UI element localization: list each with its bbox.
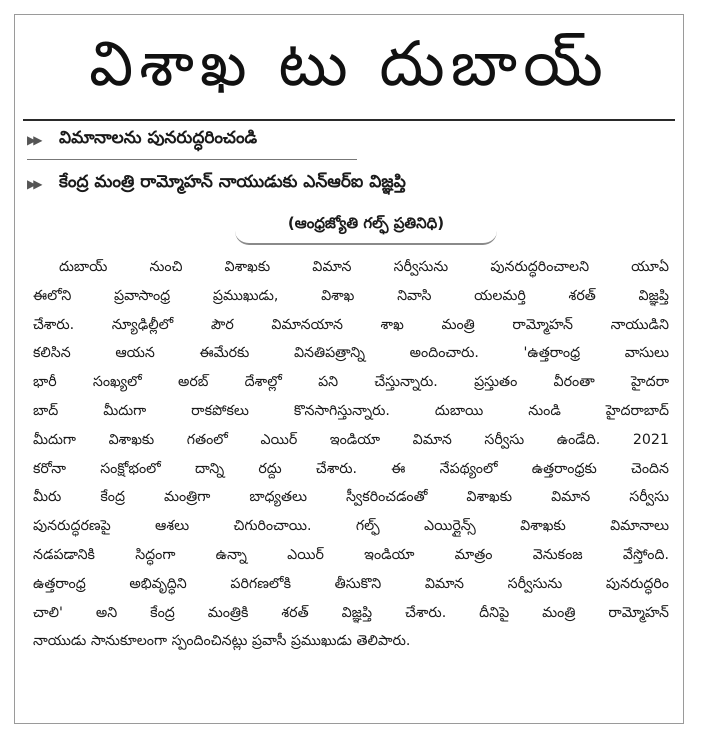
body-line: చాలి' అని కేంద్ర మంత్రికి శరత్ విజ్ఞప్తి చేశారు. దీనిపై మంత్రి రామ్మోహన్: [33, 604, 669, 621]
body-line: పునరుద్ధరణపై ఆశలు చిగురించాయి. గల్ఫ్ ఎయిర్లైన్స్ విశాఖకు విమానాలు: [33, 518, 669, 535]
body-line: దుబాయ్ నుంచి విశాఖకు విమాన సర్వీసును పునరుద్ధరించాలని యూఏ: [59, 259, 669, 275]
deck-text-2: కేంద్ర మంత్రి రామ్మోహన్ నాయుడుకు ఎన్ఆర్ఐ విజ్ఞప్తి: [59, 172, 406, 192]
body-line: బాద్ మీదుగా రాకపోకలు కొనసాగిస్తున్నారు. దుబాయి నుండి హైదరాబాద్: [33, 402, 669, 419]
double-arrow-icon: ▶▶: [27, 177, 40, 191]
body-line: కరోనా సంక్షోభంలో దాన్ని రద్దు చేశారు. ఈ నేపథ్యంలో ఉత్తరాంధ్రకు చెందిన: [33, 460, 669, 477]
headline-divider: [23, 119, 675, 121]
body-line: చేశారు. న్యూఢిల్లీలో పౌర విమానయాన శాఖ మంత్రి రామ్మోహన్ నాయుడిని: [33, 316, 669, 333]
newspaper-clipping: [14, 14, 684, 724]
body-line: భారీ సంఖ్యలో అరబ్ దేశాల్లో పని చేస్తున్నారు. ప్రస్తుతం వీరంతా హైదరా: [33, 374, 669, 391]
body-line: ఈలోని ప్రవాసాంధ్ర ప్రముఖుడు, విశాఖ నివాసి యలమర్తి శరత్ విజ్ఞప్తి: [33, 287, 669, 304]
article-body: [33, 253, 669, 656]
headline: విశాఖ టు దుబాయ్: [89, 27, 609, 100]
deck-item-1: [27, 125, 671, 155]
body-line: మీదుగా విశాఖకు గతంలో ఎయిర్ ఇండియా విమాన సర్వీసు ఉండేది. 2021: [33, 431, 669, 448]
body-line: మీరు కేంద్ర మంత్రిగా బాధ్యతలు స్వీకరించడంతో విశాఖకు విమాన సర్వీసు: [33, 489, 669, 506]
body-line: నడపడానికి సిద్ధంగా ఉన్నా ఎయిర్ ఇండియా మాత్రం వెనుకంజ వేస్తోంది.: [33, 546, 669, 563]
body-line: ఉత్తరాంధ్ర అభివృద్ధిని పరిగణలోకి తీసుకొని విమాన సర్వీసును పునరుద్ధరిం: [33, 575, 669, 592]
body-line: నాయుడు సానుకూలంగా స్పందించినట్లు ప్రవాసీ ప్రముఖుడు తెలిపారు.: [33, 633, 411, 650]
deck-text-1: విమానాలను పునరుద్ధరించండి: [59, 128, 258, 148]
deck-divider: [27, 159, 357, 160]
byline-credit: (ఆంధ్రజ్యోతి గల్ఫ్ ప్రతినిధి): [235, 207, 497, 245]
double-arrow-icon: ▶▶: [27, 133, 40, 147]
body-line: కలిసిన ఆయన ఈమేరకు వినతిపత్రాన్ని అందించారు. 'ఉత్తరాంధ్ర వాసులు: [33, 345, 669, 362]
deck-item-2: [27, 169, 671, 199]
